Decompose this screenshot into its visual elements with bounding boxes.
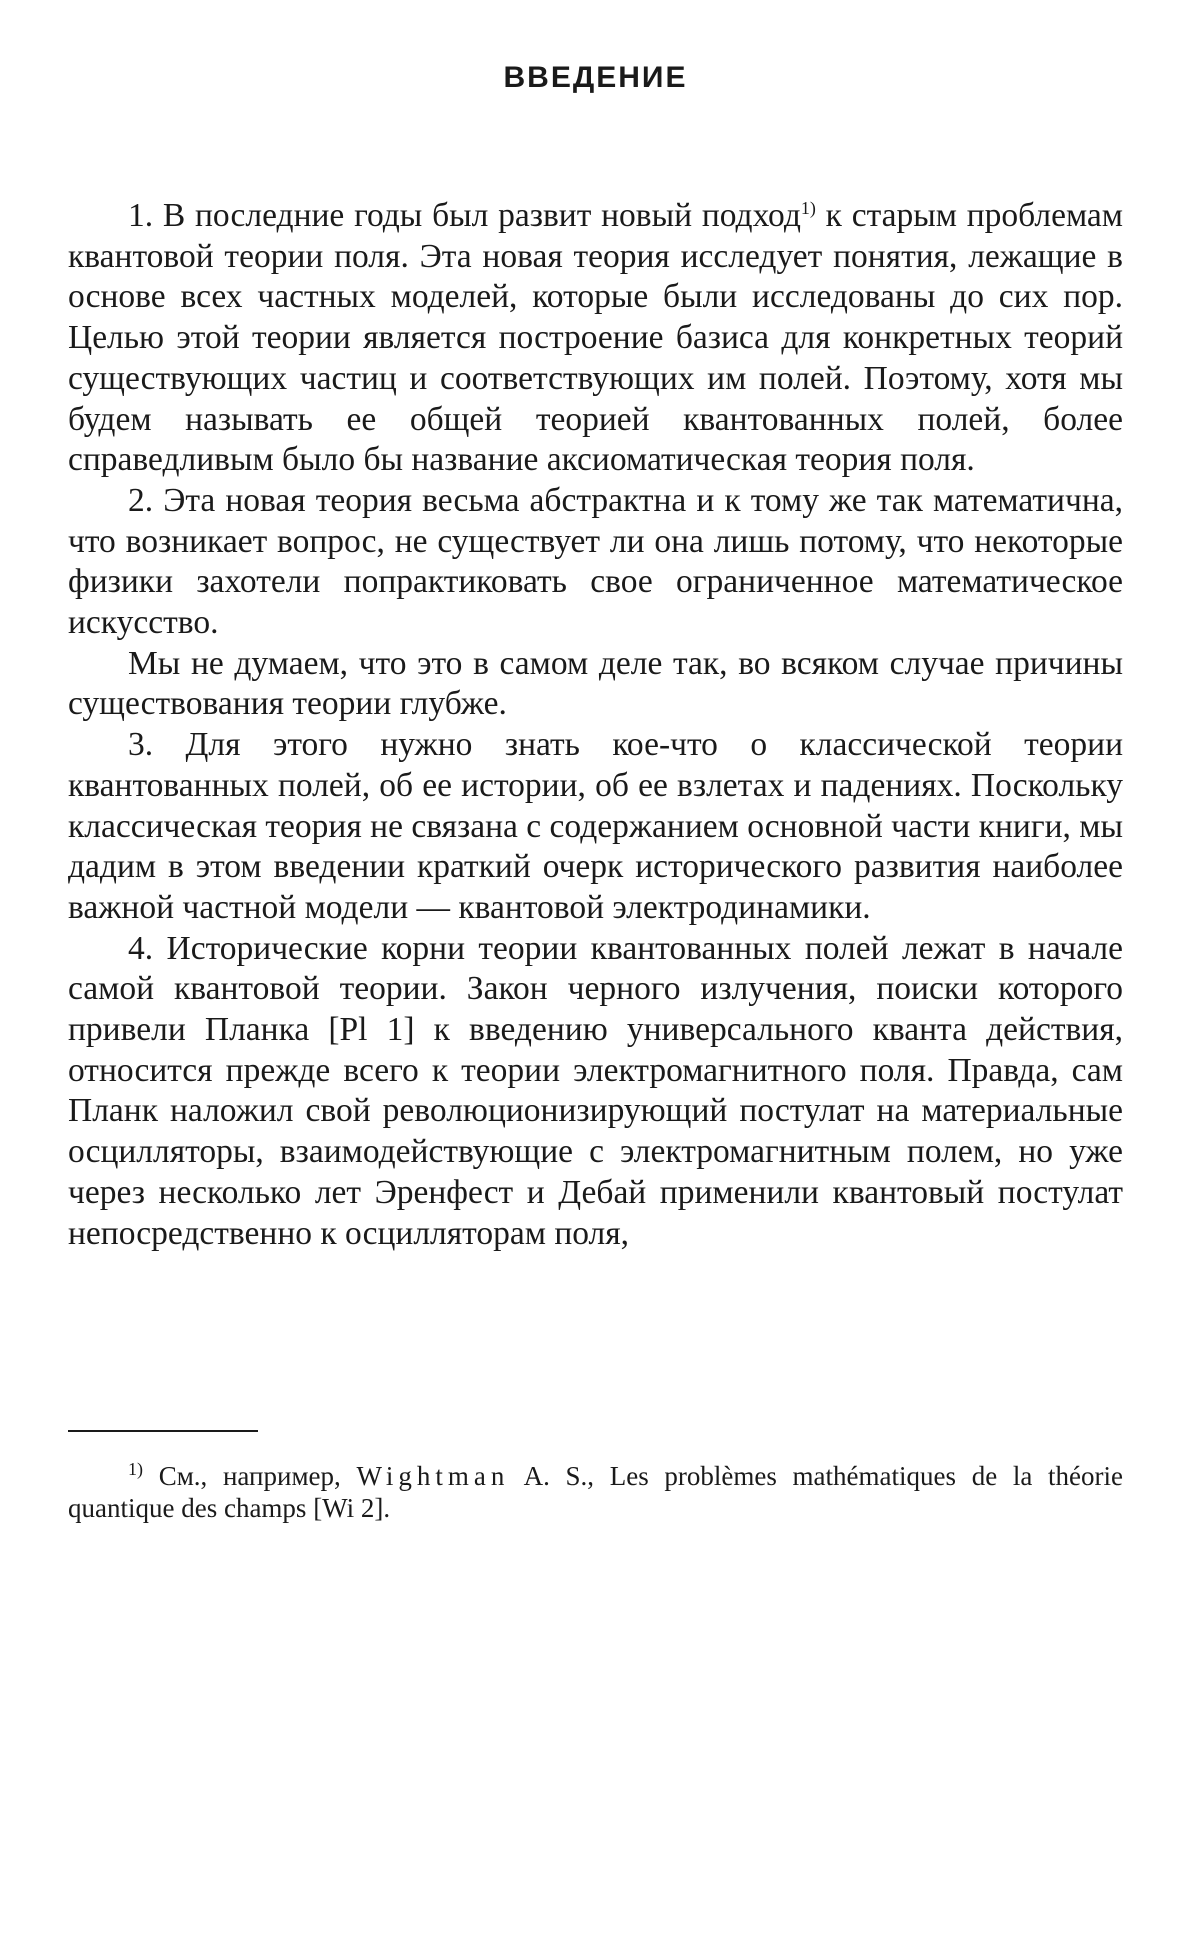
paragraph-4: 3. Для этого нужно знать кое-что о классической теории квантованных полей, об ее истории, об ее взлетах и падениях. Поскольку классическая теория не связана с содержанием основной части книги, мы дадим в этом введении краткий очерк исторического развития наиболее важной частной модели — квантовой электродинамики. xyxy=(68,726,1123,926)
body-text xyxy=(68,196,1123,1254)
footnote-divider xyxy=(68,1430,258,1432)
footnote-marker: 1) xyxy=(128,1459,143,1479)
footnote-author: Wightman xyxy=(356,1461,510,1491)
page-title: ВВЕДЕНИЕ xyxy=(503,61,688,94)
paragraph-1-text-start: 1. В последние годы был развит новый подход xyxy=(128,197,801,234)
paragraph-3: Мы не думаем, что это в самом деле так, во всяком случае причины существования теории глубже. xyxy=(68,644,1123,723)
paragraph-5: 4. Исторические корни теории квантованных полей лежат в начале самой квантовой теории. Закон черного излучения, поиски которого привели Планка [Pl 1] к введению универсального кванта действия, относится прежде всего к теории электромагнитного поля. Правда, сам Планк наложил свой революционизирующий постулат на материальные осцилляторы, взаимодействующие с электромагнитным полем, но уже через несколько лет Эренфест и Дебай применили квантовый постулат непосредственно к осцилляторам поля, xyxy=(68,929,1123,1252)
footnote-reference: 1) xyxy=(800,197,816,218)
page xyxy=(68,0,1123,1254)
paragraph-1 xyxy=(68,196,1123,481)
footnote-text-start: См., например, xyxy=(143,1461,357,1491)
footnote xyxy=(68,1460,1123,1524)
footnote-text-end: A. S., Les problèmes mathématiques de la théorie quantique des champs [Wi 2]. xyxy=(68,1461,1124,1523)
paragraph-2: 2. Эта новая теория весьма абстрактна и к тому же так математична, что возникает вопрос, не существует ли она лишь потому, что некоторые физики захотели попрактиковать свое ограниченное математическое искусство. xyxy=(68,481,1123,642)
paragraph-1-text-end: к старым проблемам квантовой теории поля. Эта новая теория исследует понятия, лежащие в основе всех частных моделей, которые были исследованы до сих пор. Целью этой теории является построение базиса для конкретных теорий существующих частиц и соответствующих им полей. Поэтому, хотя мы будем называть ее общей теорией квантованных полей, более справедливым было бы название аксиоматическая теория поля. xyxy=(68,197,1123,479)
